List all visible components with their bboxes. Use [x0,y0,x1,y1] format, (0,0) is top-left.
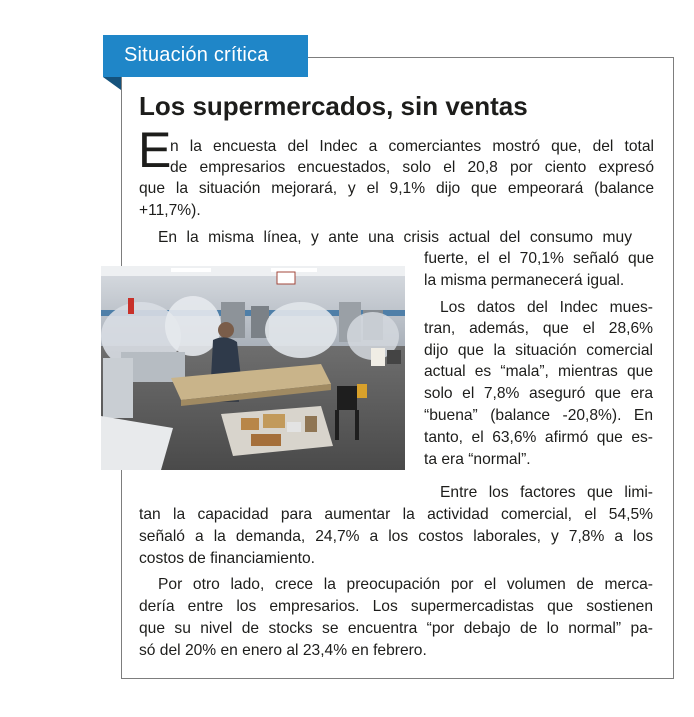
article-line: solo el 7,8% aseguró que era [424,385,653,402]
drop-cap: E [138,122,172,178]
article-line: n la encuesta del Indec a comerciantes mostró que, del total [170,138,654,155]
workshop-photo-graphic [101,266,405,470]
article-line: señaló a la demanda, 24,7% a los costos laborales, y 7,8% a los [139,528,653,545]
article-line: +11,7%). [139,202,201,219]
article-line: “buena” (balance -20,8%). En [424,407,653,424]
section-tag-fold [103,77,121,90]
article-line: costos de financiamiento. [139,550,315,567]
article-line: Los datos del Indec mues- [440,299,653,316]
article-line: Entre los factores que limi- [440,484,653,501]
article-line: só del 20% en enero al 23,4% en febrero. [139,642,427,659]
article-line: que su nivel de stocks se encuentra “por debajo de lo normal” pa- [139,620,653,637]
workshop-photo [101,266,405,470]
article-line: actual es “mala”, mientras que [424,363,653,380]
article-line: ta era “normal”. [424,451,531,468]
article-line: Por otro lado, crece la preocupación por el volumen de merca- [158,576,653,593]
section-tag [103,35,308,77]
article-line: dijo que la situación comercial [424,342,653,359]
article-line: de empresarios encuestados, solo el 20,8 por ciento expresó [170,159,654,176]
article-line: fuerte, el el 70,1% señaló que [424,250,654,267]
article-line: tan la capacidad para aumentar la actividad comercial, el 54,5% [139,506,653,523]
article-line: En la misma línea, y ante una crisis actual del consumo muy [158,229,632,246]
article-line: la misma permanecerá igual. [424,272,625,289]
headline: Los supermercados, sin ventas [139,91,528,121]
article-line: tanto, el 63,6% afirmó que es- [424,429,653,446]
section-tag-label: Situación crítica [124,44,269,66]
article-line: dería entre los empresarios. Los supermercadistas que sostienen [139,598,653,615]
article-line: que la situación mejorará, y el 9,1% dijo que empeorará (balance [139,180,654,197]
article-line: tran, además, que el 28,6% [424,320,653,337]
